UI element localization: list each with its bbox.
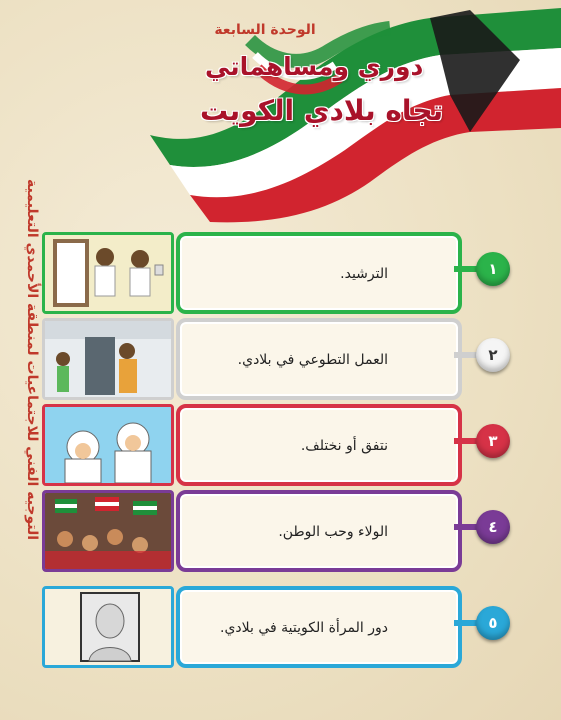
connector-4	[454, 524, 478, 530]
lesson-card-3[interactable]	[176, 404, 462, 486]
lesson-row-1[interactable]	[42, 232, 522, 312]
connector-2	[454, 352, 478, 358]
lesson-card-2[interactable]	[176, 318, 462, 400]
lesson-image-4	[42, 490, 174, 572]
lesson-number-4: ٤	[476, 510, 510, 544]
lesson-number-1: ١	[476, 252, 510, 286]
lesson-card-1[interactable]	[176, 232, 462, 314]
lesson-label-1: الترشيد.	[340, 266, 388, 282]
lesson-number-3: ٣	[476, 424, 510, 458]
lesson-row-5[interactable]	[42, 586, 522, 666]
lesson-image-1	[42, 232, 174, 314]
lesson-card-4[interactable]	[176, 490, 462, 572]
lesson-row-3[interactable]	[42, 404, 522, 484]
lesson-number-2: ٢	[476, 338, 510, 372]
lesson-label-2: العمل التطوعي في بلادي.	[237, 352, 388, 368]
lesson-card-5[interactable]	[176, 586, 462, 668]
connector-5	[454, 620, 478, 626]
lesson-number-5: ٥	[476, 606, 510, 640]
lesson-row-4[interactable]	[42, 490, 522, 570]
connector-3	[454, 438, 478, 444]
page-title-line2: تجاه بلادي الكويت	[200, 94, 444, 127]
lesson-label-5: دور المرأة الكويتية في بلادي.	[220, 620, 388, 636]
lesson-row-2[interactable]	[42, 318, 522, 398]
unit-label: الوحدة السابعة	[214, 22, 316, 38]
page-title-line1: دوري ومساهماتي	[205, 52, 424, 81]
lesson-image-3	[42, 404, 174, 486]
lesson-image-2	[42, 318, 174, 400]
side-vertical-text: التوجيه الفني للاجتماعيات لمنطقة الأحمدي التعليمية	[24, 179, 40, 541]
lesson-image-5	[42, 586, 174, 668]
lesson-label-4: الولاء وحب الوطن.	[278, 524, 388, 540]
lesson-label-3: نتفق أو نختلف.	[300, 438, 388, 454]
connector-1	[454, 266, 478, 272]
